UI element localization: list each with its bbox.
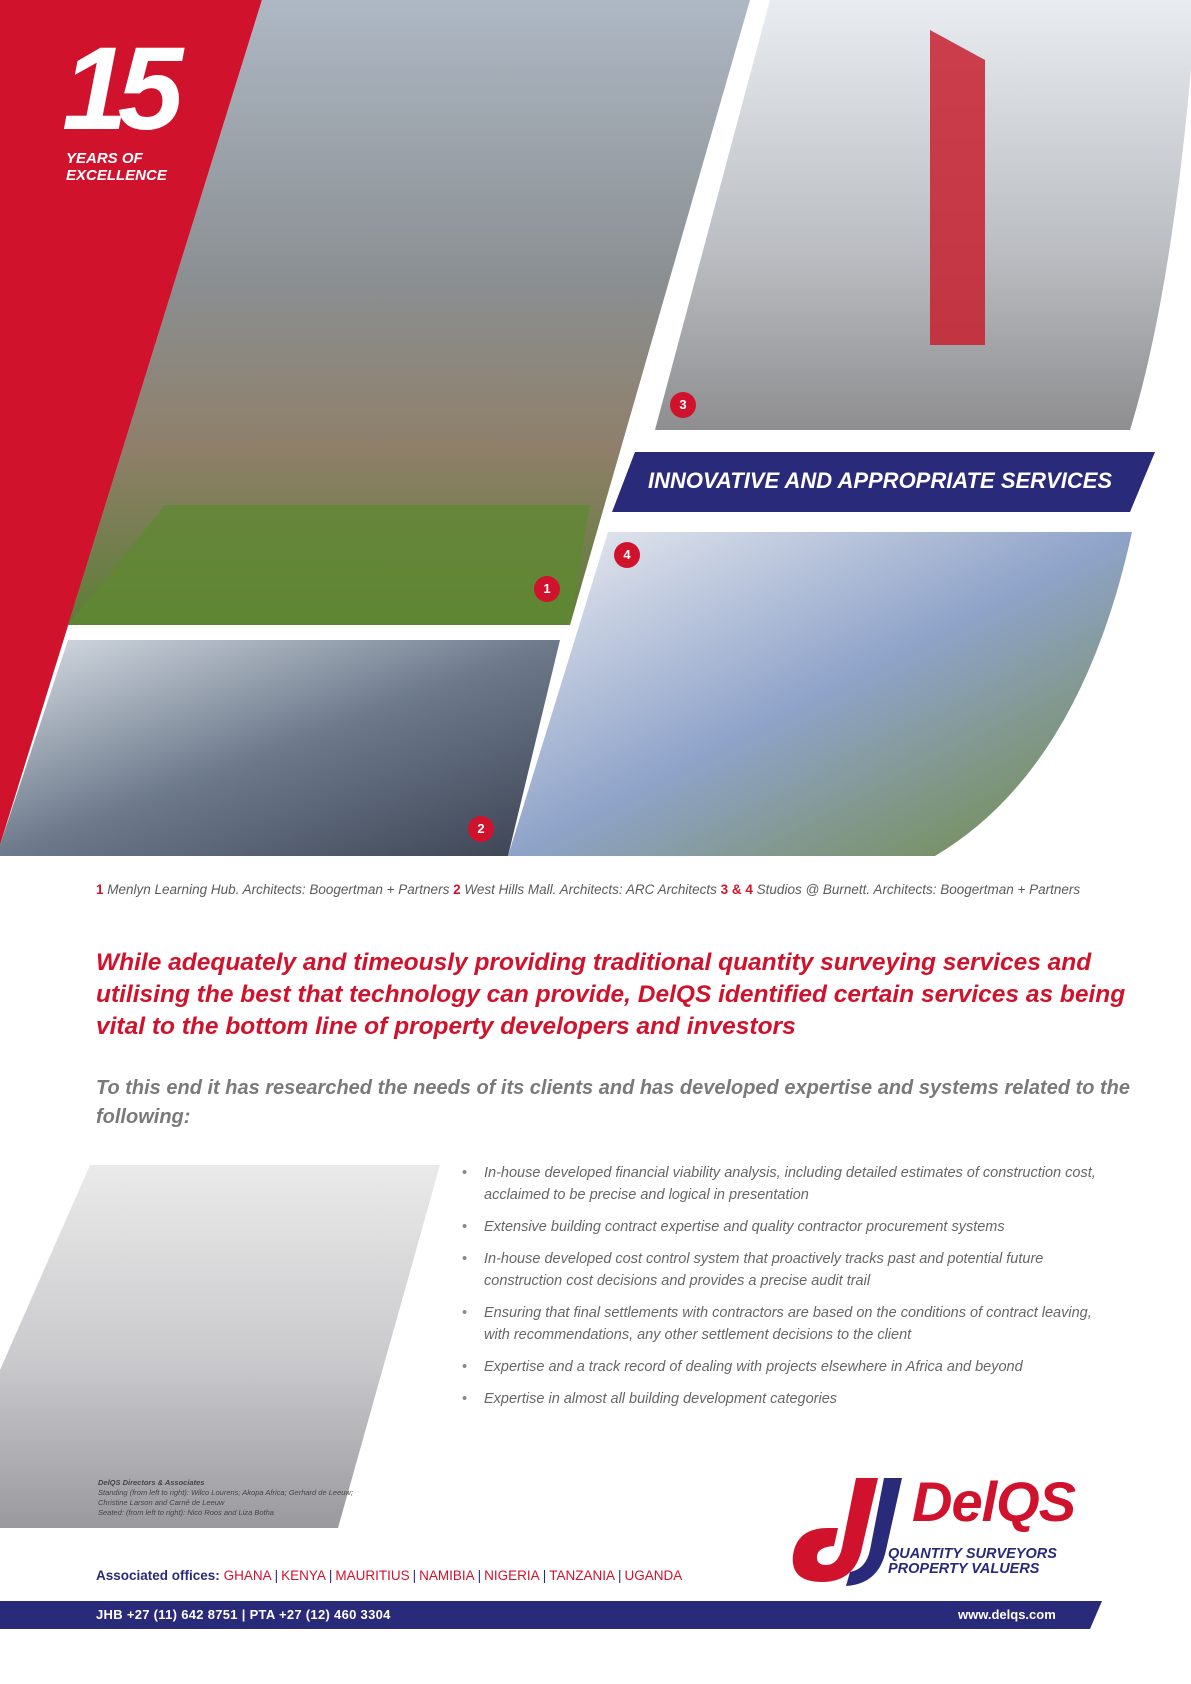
office-separator: |: [542, 1568, 547, 1583]
team-caption-title: DelQS Directors & Associates: [98, 1478, 205, 1487]
services-list-item: • Extensive building contract expertise and quality contractor procurement systems: [462, 1216, 1102, 1238]
office-mauritius: MAURITIUS: [335, 1568, 410, 1583]
office-separator: |: [412, 1568, 417, 1583]
office-separator: |: [477, 1568, 482, 1583]
services-list: [462, 1162, 1102, 1420]
years-label: [66, 150, 167, 184]
services-list-item: • Expertise and a track record of dealing with projects elsewhere in Africa and beyond: [462, 1356, 1102, 1378]
caption-number-2: 2: [453, 882, 461, 897]
caption-text-2: West Hills Mall. Architects: ARC Architects: [460, 882, 721, 897]
footer-website-link[interactable]: www.delqs.com: [958, 1607, 1056, 1622]
services-list-item: • In-house developed financial viability analysis, including detailed estimates of construction cost, acclaimed to be precise and logical in presentation: [462, 1162, 1102, 1206]
team-photo-caption: [98, 1478, 358, 1518]
photo-studios-burnett-interior: [508, 532, 1132, 856]
office-ghana: GHANA: [223, 1568, 272, 1583]
photo-captions: [96, 880, 1096, 900]
office-namibia: NAMIBIA: [419, 1568, 475, 1583]
services-list-item: • Ensuring that final settlements with contractors are based on the conditions of contract leaving, with recommendations, any other settlement decisions to the client: [462, 1302, 1102, 1346]
intro-paragraph: To this end it has researched the needs of its clients and has developed expertise and systems related to the following:: [96, 1077, 1131, 1128]
office-uganda: UGANDA: [624, 1568, 683, 1583]
footer-phone-numbers: JHB +27 (11) 642 8751 | PTA +27 (12) 460 3304: [96, 1607, 391, 1622]
office-separator: |: [617, 1568, 622, 1583]
photo-number-badge-4: 4: [614, 542, 640, 568]
services-list-item: • In-house developed cost control system that proactively tracks past and potential future construction cost decisions and provides a precise audit trail: [462, 1248, 1102, 1292]
services-list-item: • Expertise in almost all building development categories: [462, 1388, 1102, 1410]
years-label-line1: YEARS OF: [66, 150, 143, 167]
caption-text-3: Studios @ Burnett. Architects: Boogertman + Partners: [752, 882, 1081, 897]
years-number: 15: [62, 23, 174, 155]
photo-team: [0, 1165, 440, 1528]
office-nigeria: NIGERIA: [484, 1568, 540, 1583]
team-caption-standing: Standing (from left to right): Wilco Lourens; Akopa Africa; Gerhard de Leeuw; Christine Larson and Carné de Leeuw: [98, 1488, 353, 1507]
photo-number-badge-3: 3: [670, 392, 696, 418]
logo-tagline-line1: QUANTITY SURVEYORS: [888, 1546, 1057, 1562]
logo-wordmark: DelQS: [912, 1470, 1076, 1533]
caption-number-1: 1: [96, 882, 104, 897]
team-caption-seated: Seated: (from left to right): Nico Roos and Liza Botha: [98, 1508, 274, 1517]
office-tanzania: TANZANIA: [549, 1568, 615, 1583]
photo-studios-burnett-exterior: [655, 0, 1191, 430]
photo-number-badge-2: 2: [468, 816, 494, 842]
logo-tagline: [888, 1547, 1057, 1577]
delqs-logo-mark: [793, 1478, 902, 1586]
lead-paragraph: While adequately and timeously providing traditional quantity surveying services and utilising the best that technology can provide, DelQS identified certain services as being vital to the bottom line of property developers and investors: [96, 949, 1126, 1040]
years-label-line2: EXCELLENCE: [66, 167, 167, 184]
photo-number-badge-1: 1: [534, 576, 560, 602]
logo-tagline-line2: PROPERTY VALUERS: [888, 1561, 1040, 1577]
caption-number-3: 3 & 4: [720, 882, 753, 897]
caption-text-1: Menlyn Learning Hub. Architects: Boogertman + Partners: [103, 882, 454, 897]
associated-offices: [96, 1568, 682, 1583]
office-separator: |: [274, 1568, 279, 1583]
building-red-facade: [930, 30, 985, 345]
office-kenya: KENYA: [281, 1568, 326, 1583]
office-separator: |: [328, 1568, 333, 1583]
services-banner-title: INNOVATIVE AND APPROPRIATE SERVICES: [648, 468, 1113, 493]
offices-label: Associated offices:: [96, 1568, 220, 1583]
